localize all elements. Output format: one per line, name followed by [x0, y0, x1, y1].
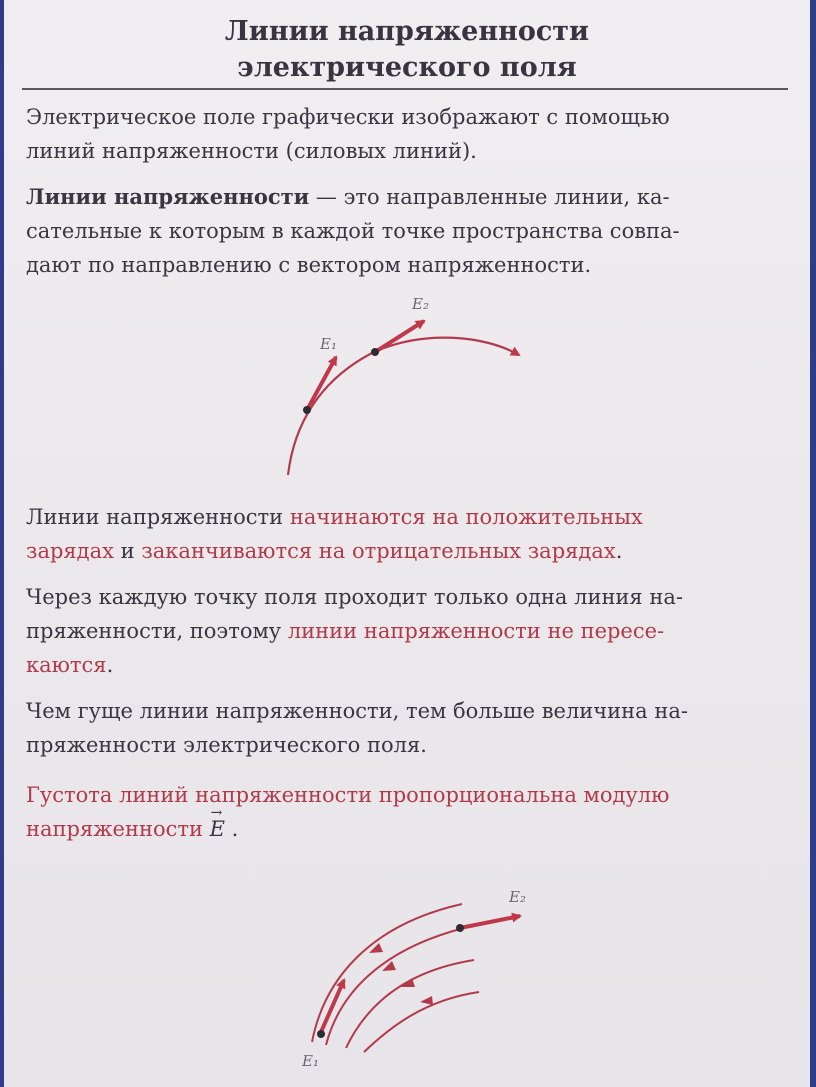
start-end-line-1 — [26, 500, 798, 534]
vector-e2-arrow-2 — [460, 916, 520, 928]
paragraph-start-end — [26, 500, 798, 568]
vector-e-letter: E — [209, 817, 225, 841]
figure-field-line-density — [294, 870, 554, 1075]
paragraph-density — [26, 694, 798, 762]
intro-line-1: Электрическое поле графически изображают с помощью — [26, 105, 670, 129]
density-line-2: пряженности электрического поля. — [26, 733, 427, 757]
proportional-line-1: Густота линий напряженности пропорциональна модулю — [26, 783, 670, 807]
definition-line-1 — [26, 180, 798, 214]
paragraph-proportional — [26, 778, 798, 846]
start-end-highlight-2: зарядах — [26, 539, 114, 563]
title-line-1: Линии напряженности — [224, 16, 590, 47]
proportional-period: . — [224, 817, 239, 841]
no-crossing-line-2 — [26, 614, 798, 648]
no-crossing-period: . — [106, 653, 114, 677]
paragraph-intro — [26, 100, 798, 168]
field-line-2 — [326, 928, 464, 1045]
field-line-3 — [346, 960, 474, 1048]
paragraph-definition — [26, 180, 798, 282]
start-end-and: и — [113, 539, 142, 563]
no-crossing-line-3 — [26, 648, 798, 682]
no-crossing-highlight-2: каются — [26, 653, 107, 677]
figure-field-line-tangents — [274, 285, 574, 485]
no-crossing-highlight-1: линии напряженности не пересе- — [287, 619, 665, 643]
intro-line-2: линий напряженности (силовых линий). — [26, 139, 477, 163]
title-divider — [22, 88, 788, 90]
paragraph-no-crossing — [26, 580, 798, 682]
vector-e2-arrow — [375, 321, 424, 352]
no-crossing-line-1: Через каждую точку поля проходит только одна линия на- — [26, 585, 683, 609]
label-e2-2: E₂ — [509, 888, 526, 906]
label-e2: E₂ — [412, 295, 429, 313]
page-title — [4, 14, 810, 86]
definition-line-3: дают по направлению с вектором напряженности. — [26, 253, 592, 277]
arrowhead-4 — [420, 996, 433, 1005]
density-line-1: Чем гуще линии напряженности, тем больше величина на- — [26, 699, 688, 723]
vector-e1-arrow — [307, 357, 336, 410]
proportional-highlight: напряженности — [26, 817, 210, 841]
vector-e-symbol: → E — [209, 805, 225, 841]
definition-line-1-rest: — это направленные линии, ка- — [309, 185, 670, 209]
proportional-line-2 — [26, 805, 798, 846]
start-end-text: Линии напряженности — [26, 505, 290, 529]
point-1 — [303, 406, 311, 414]
start-end-highlight-1: начинаются на положительных — [289, 505, 643, 529]
start-end-line-2 — [26, 534, 798, 568]
title-line-2: электрического поля — [237, 52, 577, 83]
start-end-period: . — [615, 539, 623, 563]
definition-term: Линии напряженности — [26, 184, 310, 209]
no-crossing-text: пряженности, поэтому — [26, 619, 288, 643]
start-end-highlight-3: заканчиваются на отрицательных зарядах — [141, 539, 616, 563]
point-e2 — [456, 924, 464, 932]
label-e1-2: E₁ — [302, 1052, 319, 1070]
label-e1: E₁ — [320, 335, 337, 353]
field-line-curve — [288, 338, 519, 475]
point-e1 — [317, 1030, 325, 1038]
point-2 — [371, 348, 379, 356]
definition-line-2: сательные к которым в каждой точке пространства совпа- — [26, 219, 680, 243]
